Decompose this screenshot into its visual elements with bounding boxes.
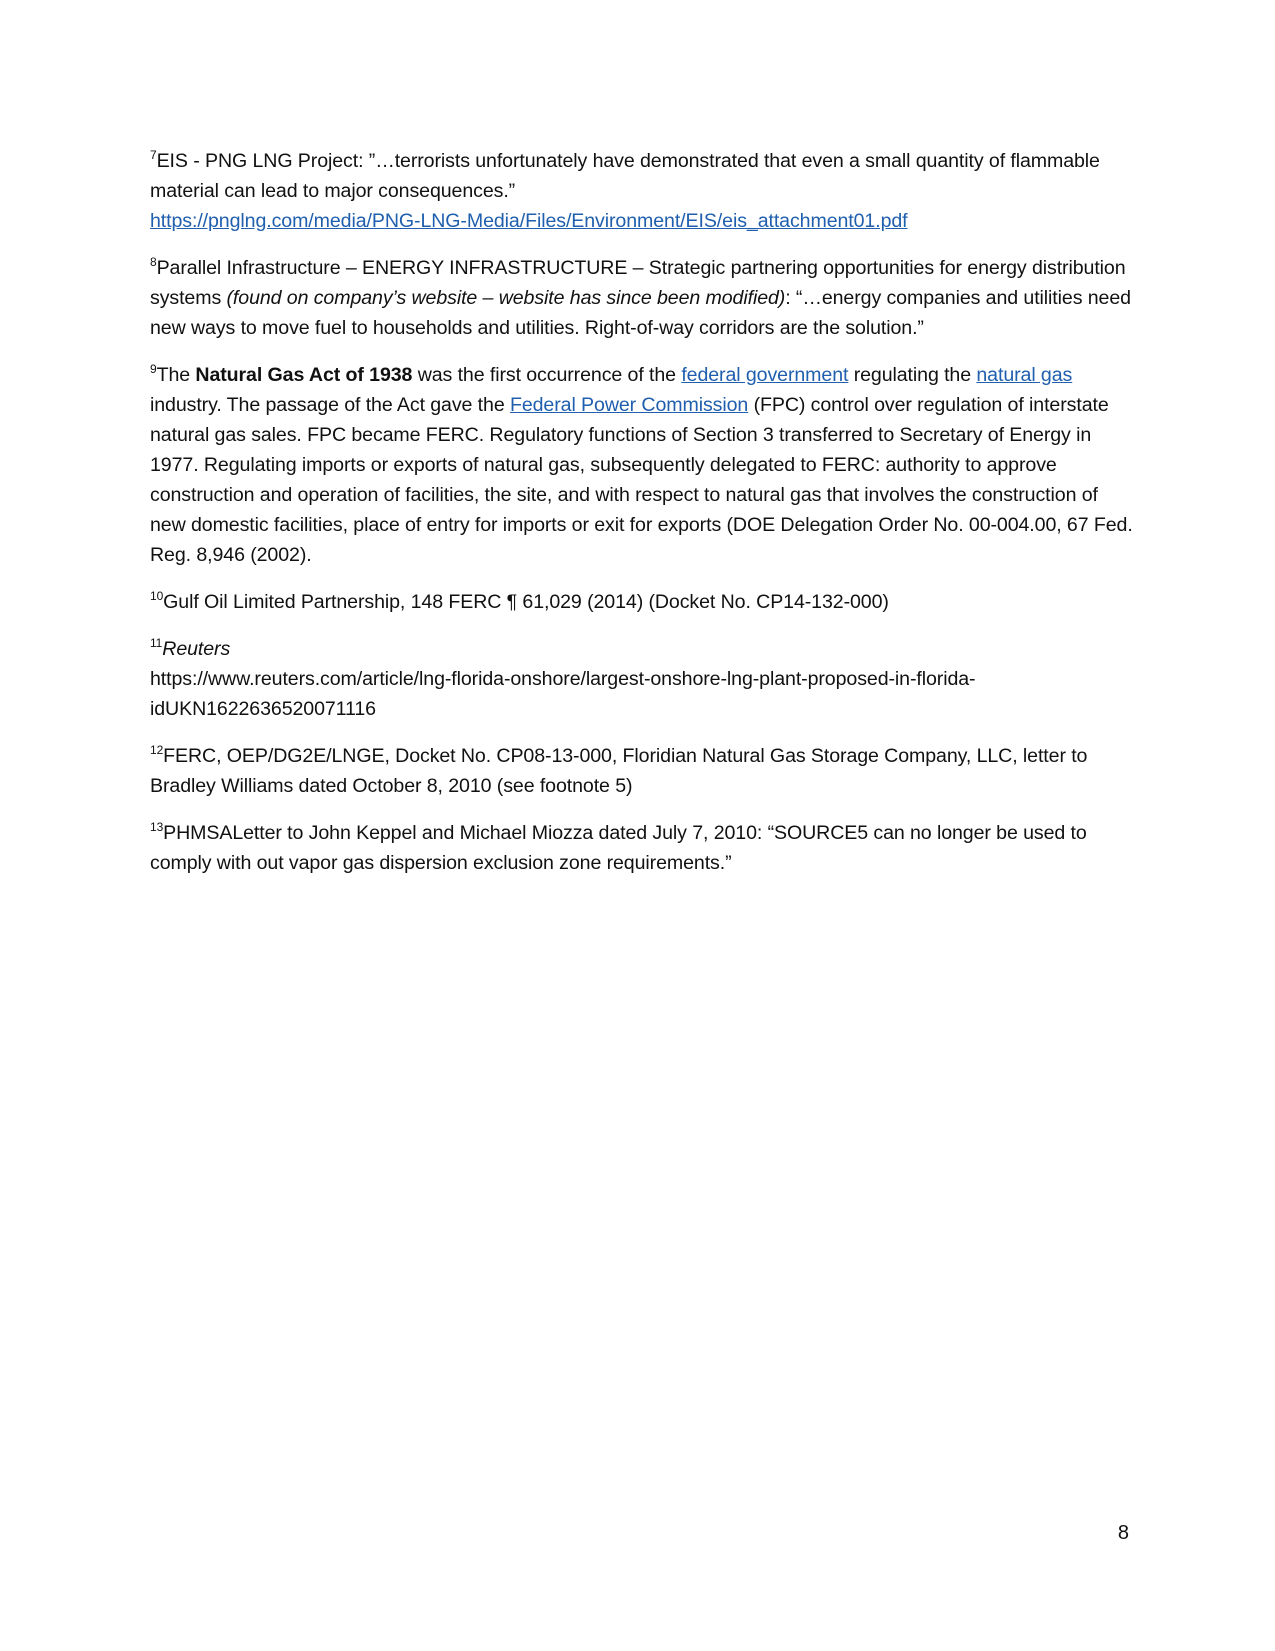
footnote-10 (150, 587, 1135, 617)
footnote-text: EIS - PNG LNG Project: ”…terrorists unfortunately have demonstrated that even a small quantity of flammable material can lead to major consequences.” (150, 150, 1100, 202)
footnote-text: The (156, 364, 196, 386)
footnote-text: Parallel Infrastructure – ENERGY INFRASTRUCTURE – Strategic partnering opportunities for energy distribution systems (150, 257, 1126, 309)
footnote-text: was the first occurrence of the (412, 364, 682, 386)
footnote-11 (150, 634, 1135, 724)
footnote-13 (150, 818, 1135, 878)
footnote-number: 13 (150, 820, 164, 834)
footnote-7 (150, 146, 1135, 236)
footnote-text: industry. The passage of the Act gave the (150, 394, 510, 416)
footnote-url-text: https://www.reuters.com/article/lng-florida-onshore/largest-onshore-lng-plant-proposed-in-florida-idUKN1622636520071116 (150, 668, 976, 720)
footnote-link[interactable]: https://pnglng.com/media/PNG-LNG-Media/Files/Environment/EIS/eis_attachment01.pdf (150, 210, 908, 232)
footnote-number: 11 (150, 636, 163, 650)
footnote-number: 7 (150, 148, 157, 162)
footnote-text: regulating the (848, 364, 977, 386)
footnote-number: 10 (150, 589, 164, 603)
federal-government-link[interactable]: federal government (681, 364, 849, 386)
footnote-text: (FPC) control over regulation of interstate natural gas sales. FPC became FERC. Regulatory functions of Section 3 transferred to Secretary of Energy in 1977. Regulating imports or exports of natural gas, subsequently delegated to FERC: authority to approve construction and operation of facilities, the site, and with respect to natural gas that involves the construction of new domestic facilities, place of entry for imports or exit for exports (DOE Delegation Order No. 00-004.00, 67 Fed. Reg. 8,946 (2002). (150, 394, 1133, 566)
footnote-bold-text: Natural Gas Act of 1938 (195, 364, 413, 386)
footnote-12 (150, 741, 1135, 801)
natural-gas-link[interactable]: natural gas (976, 364, 1073, 386)
footnote-text: Gulf Oil Limited Partnership, 148 FERC ¶ 61,029 (2014) (Docket No. CP14-132-000) (163, 591, 889, 613)
footnote-9 (150, 360, 1135, 570)
footnotes-section (150, 146, 1135, 895)
footnote-text: FERC, OEP/DG2E/LNGE, Docket No. CP08-13-000, Floridian Natural Gas Storage Company, LLC, letter to Bradley Williams dated October 8, 2010 (see footnote 5) (150, 745, 1088, 797)
footnote-italic-text: (found on company’s website – website has since been modified) (226, 287, 786, 309)
page-number: 8 (1117, 1522, 1129, 1544)
footnote-8 (150, 253, 1135, 343)
federal-power-commission-link[interactable]: Federal Power Commission (509, 394, 749, 416)
footnote-text: : “…energy companies and utilities need new ways to move fuel to households and utilities. Right-of-way corridors are the solution.” (150, 287, 1131, 339)
footnote-number: 8 (150, 255, 157, 269)
footnote-italic-text: Reuters (162, 638, 231, 660)
footnote-number: 9 (150, 362, 157, 376)
footnote-text: PHMSALetter to John Keppel and Michael Miozza dated July 7, 2010: “SOURCE5 can no longer be used to comply with out vapor gas dispersion exclusion zone requirements.” (150, 822, 1087, 874)
footnote-number: 12 (150, 743, 164, 757)
